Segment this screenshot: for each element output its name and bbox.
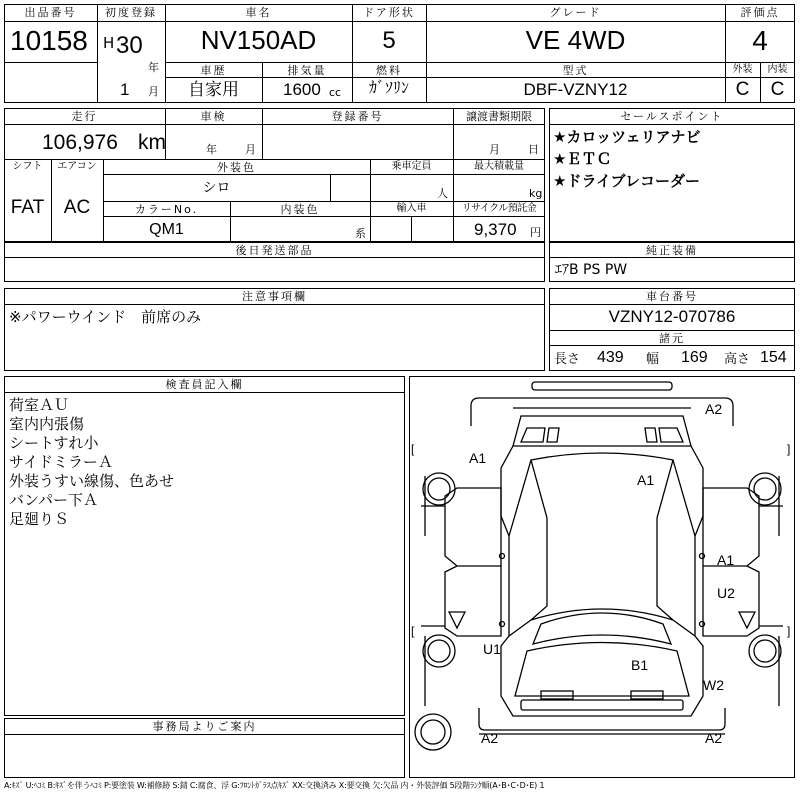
lot-no: 10158: [10, 25, 88, 56]
notice-label: 注意事項欄: [242, 290, 307, 303]
dimensions-label: 諸元: [659, 332, 685, 345]
era: H: [103, 34, 115, 52]
grade: VE 4WD: [525, 25, 626, 55]
transfer-day-unit: 日: [528, 143, 539, 156]
color: シロ: [202, 180, 231, 196]
color-label: 外装色: [217, 161, 256, 174]
mark-rear-right: A2: [705, 401, 723, 417]
mileage-unit: km: [138, 131, 166, 154]
displacement-label: 排気量: [287, 64, 327, 77]
ac-label: エアコン: [57, 161, 97, 172]
inspector-line-2: 室内内張傷: [9, 415, 85, 433]
office-label: 事務局よりご案内: [152, 720, 257, 733]
import-label: 輸入車: [396, 203, 427, 214]
car-name-label: 車名: [245, 6, 272, 19]
height: 154: [760, 349, 787, 366]
notice-text: ※パワーウインド 前席のみ: [9, 308, 202, 326]
mark-roof: A1: [637, 472, 655, 488]
mark-left-front-door: U1: [483, 641, 501, 657]
ext-score: C: [735, 79, 750, 100]
doors: 5: [382, 27, 396, 54]
mark-right-rear-door: A1: [717, 552, 735, 568]
reg-month: 1: [120, 80, 130, 99]
displacement-unit: cc: [329, 86, 342, 99]
chassis-label: 車台番号: [646, 290, 698, 303]
car-name: NV150AD: [200, 25, 317, 55]
int-label: 内装: [767, 64, 788, 75]
history: 自家用: [188, 80, 239, 99]
sales-point-3: ★ドライブレコーダー: [553, 172, 700, 190]
displacement: 1600: [283, 80, 321, 99]
load-unit: kg: [529, 187, 543, 200]
capacity-label: 乗車定員: [391, 161, 432, 172]
mark-hood: B1: [631, 657, 649, 673]
height-label: 高さ: [724, 352, 751, 367]
mark-right-front-fender: W2: [703, 677, 724, 693]
later-parts-label: 後日発送部品: [235, 244, 314, 257]
first-reg-label: 初度登録: [105, 6, 157, 19]
inspection-year-unit: 年: [206, 143, 217, 156]
history-label: 車歴: [200, 64, 227, 77]
mark-front-left: A2: [481, 730, 499, 746]
front-panel: [479, 708, 725, 730]
model: DBF-VZNY12: [523, 80, 628, 99]
spec-table: [4, 108, 545, 242]
grade-label: グレード: [549, 6, 602, 19]
shift-label: シフト: [12, 161, 43, 172]
color-no: QM1: [149, 221, 184, 238]
year-unit: 年: [148, 61, 159, 74]
width: 169: [681, 349, 708, 366]
mileage-label: 走行: [71, 110, 98, 123]
ac: AC: [63, 197, 91, 218]
rear-panel: [471, 398, 733, 426]
recycle-label: リサイクル預託金: [461, 203, 537, 214]
inspector-line-3: シートすれ小: [9, 434, 99, 452]
fuel-label: 燃料: [376, 64, 402, 77]
mark-left-rear-door: A1: [469, 450, 487, 466]
equipment-label: 純正装備: [646, 244, 698, 257]
sales-point-2: ★ＥＴＣ: [553, 150, 612, 168]
left-side-doors: [445, 488, 501, 636]
equipment-value: ｴｱB PS PW: [555, 262, 628, 278]
inspector-label: 検査員記入欄: [165, 378, 244, 391]
inspector-line-6: バンパー下Ａ: [9, 491, 98, 509]
shift: FAT: [10, 197, 45, 218]
inspector-line-7: 足廻りＳ: [9, 510, 70, 528]
front-bumper: [521, 700, 683, 710]
sales-points-label: セールスポイント: [620, 110, 724, 123]
inspector-line-5: 外装うすい線傷、色あせ: [9, 472, 175, 490]
inspection-label: 車検: [200, 110, 227, 123]
inspector-line-4: サイドミラーＡ: [9, 453, 113, 471]
reg-year: 30: [116, 32, 143, 59]
body-outline: [501, 446, 703, 716]
bracket-right-bottom: ]: [787, 624, 791, 638]
interior-color-unit: 系: [355, 227, 366, 240]
mark-front-right: A2: [705, 730, 723, 746]
lot-no-label: 出品番号: [24, 6, 77, 19]
hood: [515, 643, 689, 697]
bracket-left-top: [: [411, 442, 415, 456]
transfer-label: 譲渡書類期限: [466, 110, 532, 123]
windshield: [533, 613, 671, 644]
reg-no-label: 登録番号: [331, 110, 384, 123]
fuel: ｶﾞｿﾘﾝ: [368, 80, 409, 97]
recycle-unit: 円: [530, 226, 541, 239]
chassis-value: VZNY12-070786: [608, 307, 736, 326]
recycle: 9,370: [474, 220, 517, 239]
color-no-label: カラーNo.: [134, 203, 199, 216]
inspection-month-unit: 月: [245, 143, 256, 156]
ext-label: 外装: [732, 64, 753, 75]
legend: A:ｷｽﾞ U:ﾍｺﾐ B:ｷｽﾞを伴うﾍｺﾐ P:要塗装 W:補修跡 S:錆 C:腐食、浮 G:ﾌﾛﾝﾄｶﾞﾗｽ点ｷｽﾞ XX:交換済み X:要交換 欠:欠品 内・外装評価 5段階ﾗﾝｸ順(A･B･C･D･E) 1: [4, 781, 545, 790]
capacity-unit: 人: [437, 187, 448, 200]
model-label: 型式: [562, 64, 589, 77]
interior-color-label: 内装色: [280, 203, 320, 216]
score-label: 評価点: [740, 6, 780, 19]
rear-bumper-top: [532, 382, 672, 390]
bracket-right-top: ]: [787, 442, 791, 456]
length-label: 長さ: [554, 352, 581, 367]
mark-right-front-door: U2: [717, 585, 735, 601]
inspector-notes: [9, 396, 174, 529]
inspector-line-1: 荷室ＡＵ: [9, 396, 70, 414]
bracket-left-bottom: [: [411, 624, 415, 638]
load-label: 最大積載量: [474, 161, 524, 172]
transfer-month-unit: 月: [489, 143, 500, 156]
month-unit: 月: [148, 85, 159, 98]
width-label: 幅: [646, 352, 660, 367]
doors-label: ドア形状: [363, 6, 415, 19]
mileage: 106,976: [42, 131, 118, 154]
sales-point-1: ★カロッツェリアナビ: [553, 128, 701, 146]
int-score: C: [770, 79, 785, 100]
length: 439: [597, 349, 624, 366]
score: 4: [752, 25, 768, 56]
car-diagram: [409, 376, 795, 778]
